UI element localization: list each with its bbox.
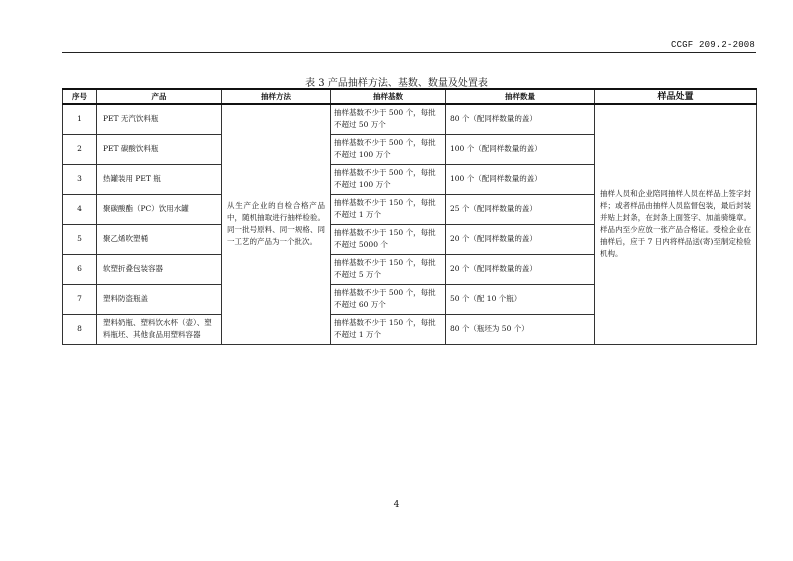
header-no: 序号	[63, 89, 97, 104]
method-cell: 从生产企业的自检合格产品中，随机抽取进行抽样检验。同一批号原料、同一规格、同一工艺的产品为一个批次。	[222, 104, 331, 344]
sampling-table	[62, 88, 757, 345]
table-title: 表 3 产品抽样方法、基数、数量及处置表	[305, 78, 488, 89]
row-no: 5	[63, 224, 97, 254]
row-quantity: 25 个（配同样数量的盖）	[446, 194, 595, 224]
row-base: 抽样基数不少于 150 个，每批不超过 1 万个	[331, 194, 446, 224]
row-base: 抽样基数不少于 150 个，每批不超过 5000 个	[331, 224, 446, 254]
document-code: CCGF 209.2-2008	[670, 40, 755, 50]
row-base: 抽样基数不少于 150 个，每批不超过 5 万个	[331, 254, 446, 284]
row-no: 1	[63, 104, 97, 134]
row-quantity: 100 个（配同样数量的盖）	[446, 134, 595, 164]
header-rule	[62, 52, 756, 53]
row-product: 软塑折叠包装容器	[97, 254, 222, 284]
row-quantity: 80 个（配同样数量的盖）	[446, 104, 595, 134]
header-product: 产品	[97, 89, 222, 104]
row-quantity: 20 个（配同样数量的盖）	[446, 254, 595, 284]
row-base: 抽样基数不少于 500 个，每批不超过 60 万个	[331, 284, 446, 314]
row-product: PET 碳酸饮料瓶	[97, 134, 222, 164]
row-quantity: 80 个（瓶坯为 50 个）	[446, 314, 595, 344]
header-base: 抽样基数	[331, 89, 446, 104]
row-no: 3	[63, 164, 97, 194]
row-quantity: 20 个（配同样数量的盖）	[446, 224, 595, 254]
row-no: 6	[63, 254, 97, 284]
row-quantity: 50 个（配 10 个瓶）	[446, 284, 595, 314]
header-method: 抽样方法	[222, 89, 331, 104]
row-product: PET 无汽饮料瓶	[97, 104, 222, 134]
table-row	[63, 104, 757, 134]
header-quantity: 抽样数量	[446, 89, 595, 104]
row-base: 抽样基数不少于 500 个，每批不超过 100 万个	[331, 164, 446, 194]
row-base: 抽样基数不少于 150 个，每批不超过 1 万个	[331, 314, 446, 344]
handling-cell: 抽样人员和企业陪同抽样人员在样品上签字封样；或者样品由抽样人员监督包装，最后封装并贴上封条，在封条上面签字、加盖骑缝章。样品内至少应放一张产品合格证。受检企业在抽样后，应于 7 日内将样品送(寄)至制定检验机构。	[595, 104, 757, 344]
row-product: 热罐装用 PET 瓶	[97, 164, 222, 194]
row-product: 聚乙烯吹塑桶	[97, 224, 222, 254]
page-number: 4	[393, 500, 400, 510]
row-no: 4	[63, 194, 97, 224]
row-quantity: 100 个（配同样数量的盖）	[446, 164, 595, 194]
header-handling: 样品处置	[595, 89, 757, 104]
table-header-row	[63, 89, 757, 104]
row-no: 2	[63, 134, 97, 164]
row-base: 抽样基数不少于 500 个，每批不超过 100 万个	[331, 134, 446, 164]
row-product: 聚碳酸酯（PC）饮用水罐	[97, 194, 222, 224]
row-no: 8	[63, 314, 97, 344]
row-product: 塑料防盗瓶盖	[97, 284, 222, 314]
row-base: 抽样基数不少于 500 个，每批不超过 50 万个	[331, 104, 446, 134]
row-no: 7	[63, 284, 97, 314]
row-product: 塑料奶瓶、塑料饮水杯（壶）、塑料瓶坯、其他食品用塑料容器	[97, 314, 222, 344]
